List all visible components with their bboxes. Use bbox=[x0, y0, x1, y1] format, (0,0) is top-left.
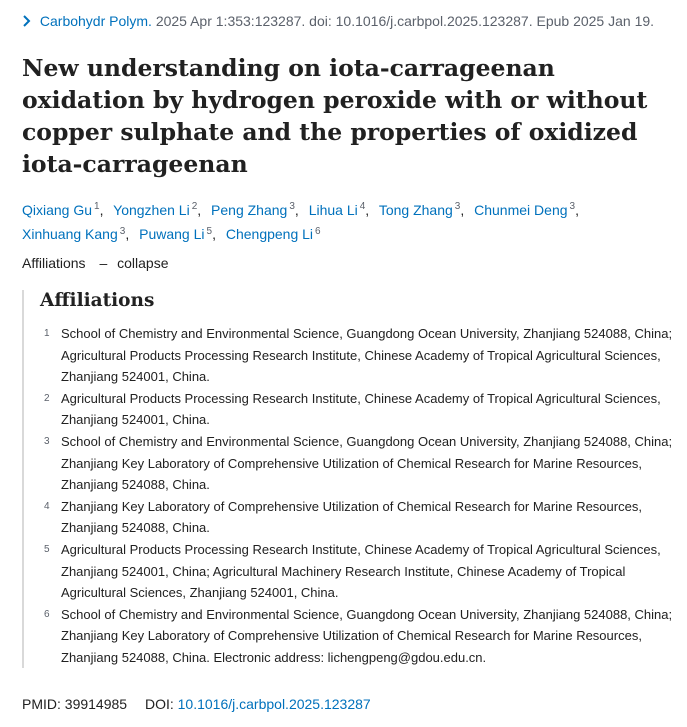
affiliation-text: School of Chemistry and Environmental Science, Guangdong Ocean University, Zhanjiang 524088, China; Zhanjiang Key Laboratory of Comprehensive Utilization of Chemical Research for Marine Resources, Zhanjiang 524088, China. bbox=[61, 433, 673, 493]
affiliation-number: 4 bbox=[44, 500, 50, 512]
doi-link[interactable]: 10.1016/j.carbpol.2025.123287 bbox=[177, 696, 371, 712]
chevron-right-icon[interactable] bbox=[22, 13, 34, 29]
affiliation-number: 6 bbox=[44, 608, 50, 620]
affiliation-item bbox=[40, 496, 680, 539]
affiliations-toggle-label: Affiliations bbox=[22, 255, 86, 271]
affiliations-section bbox=[22, 290, 674, 668]
affiliation-item bbox=[40, 539, 680, 604]
author-link[interactable]: Lihua Li $^4$ bbox=[308, 201, 366, 218]
affiliation-text: Zhanjiang Key Laboratory of Comprehensive Utilization of Chemical Research for Marine Resources, Zhanjiang 524088, China. bbox=[61, 498, 642, 536]
affiliations-toggle[interactable] bbox=[22, 255, 169, 271]
affiliation-number: 1 bbox=[44, 328, 50, 339]
pmid-value: 39914985 bbox=[64, 696, 128, 712]
doi-label: DOI: bbox=[144, 696, 174, 712]
author-link[interactable]: Chunmei Deng $^3$ bbox=[474, 201, 576, 218]
affiliations-toggle-action: collapse bbox=[117, 255, 169, 271]
pmid-label: PMID: bbox=[22, 696, 61, 712]
author-link[interactable]: Tong Zhang $^3$ bbox=[378, 201, 461, 218]
affiliation-number: 2 bbox=[44, 392, 50, 404]
affiliation-item bbox=[40, 388, 680, 431]
affiliation-text: Agricultural Products Processing Research Institute, Chinese Academy of Tropical Agricultural Sciences, Zhanjiang 524001, China; Agricultural Machinery Research Institute, Chinese Academy of Tropical Agricultural Sciences, Zhanjiang 524001, China. bbox=[61, 541, 661, 601]
author-link[interactable]: Qixiang Gu $^1$ bbox=[22, 201, 100, 218]
citation-details: 2025 Apr 1:353:123287. doi: 10.1016/j.carbpol.2025.123287. Epub 2025 Jan 19. bbox=[155, 13, 655, 29]
author-link[interactable]: Chengpeng Li $^6$ bbox=[225, 225, 321, 243]
author-list: Qixiang Gu $^1$, Yongzhen Li $^2$, Peng Zhang $^3$, Lihua Li $^4$, Tong Zhang $^3$, Chunmei Deng $^3$, Xinhuang Kang $^3$, Puwang Li $^5$, Chengpeng Li $^6$ bbox=[22, 201, 579, 243]
page-title: New understanding on iota-carrageenan oxidation by hydrogen peroxide with or without copper sulphate and the properties of oxidized iota-carrageenan bbox=[22, 54, 648, 178]
affiliation-number: 3 bbox=[44, 435, 50, 447]
author-link[interactable]: Xinhuang Kang $^3$ bbox=[22, 225, 126, 243]
author-link[interactable]: Puwang Li $^5$ bbox=[139, 225, 213, 243]
affiliations-list bbox=[40, 323, 680, 669]
affiliation-text: School of Chemistry and Environmental Science, Guangdong Ocean University, Zhanjiang 524088, China; Agricultural Products Processing Research Institute, Chinese Academy of Tropical Agricultural Sciences, Zhanjiang 524001, China. bbox=[61, 326, 673, 385]
affiliation-item bbox=[40, 604, 680, 669]
citation-line bbox=[22, 13, 654, 29]
collapse-dash-icon: – bbox=[99, 255, 108, 271]
author-link[interactable]: Peng Zhang $^3$ bbox=[211, 201, 295, 218]
affiliation-item bbox=[40, 323, 680, 388]
affiliation-number: 5 bbox=[44, 543, 50, 555]
affiliations-heading: Affiliations bbox=[40, 290, 155, 311]
journal-link[interactable]: Carbohydr Polym. bbox=[39, 13, 152, 29]
author-link[interactable]: Yongzhen Li $^2$ bbox=[113, 201, 198, 218]
affiliation-item bbox=[40, 431, 680, 496]
identifiers bbox=[22, 696, 371, 712]
affiliation-text: Agricultural Products Processing Research Institute, Chinese Academy of Tropical Agricultural Sciences, Zhanjiang 524001, China. bbox=[61, 390, 661, 428]
affiliation-text: School of Chemistry and Environmental Science, Guangdong Ocean University, Zhanjiang 524088, China; Zhanjiang Key Laboratory of Comprehensive Utilization of Chemical Research for Marine Resources, Zhanjiang 524088, China. Electronic address: lichengpeng@gdou.edu.cn. bbox=[61, 606, 673, 665]
